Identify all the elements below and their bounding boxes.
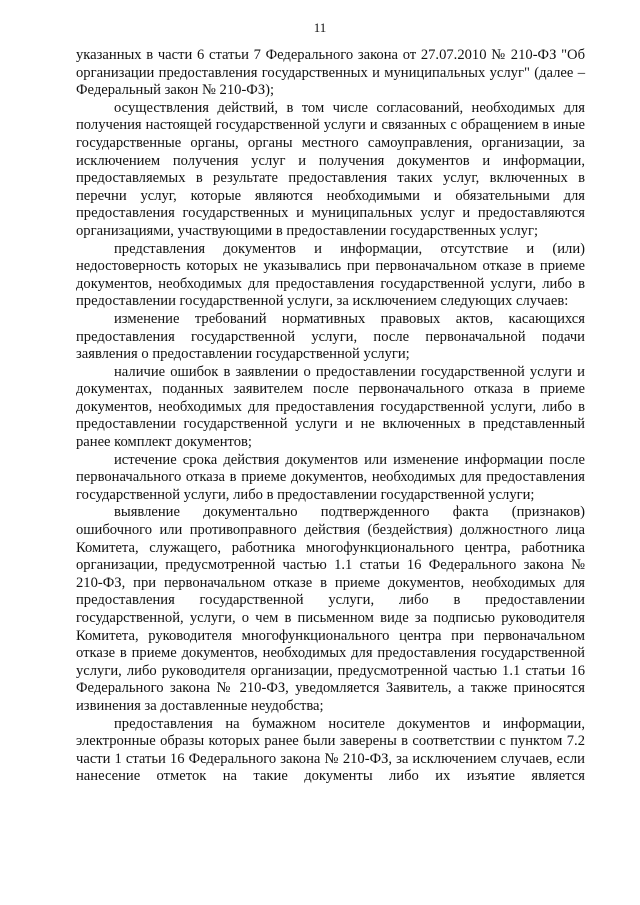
paragraph-federal-law-reference: указанных в части 6 статьи 7 Федерального закона от 27.07.2010 № 210-ФЗ "Об организации предоставления государственных и муниципальных услуг" (далее – Федеральный закон № 210-ФЗ); [76,47,585,99]
paragraph-requirements-change: изменение требований нормативных правовых актов, касающихся предоставления государственной услуги, после первоначальной подачи заявления о предоставлении государственной услуги; [76,310,585,363]
page-number: 11 [313,20,327,35]
document-body [76,47,585,786]
paragraph-application-errors: наличие ошибок в заявлении о предоставлении государственной услуги и документах, поданных заявителем после первоначального отказа в приеме документов, необходимых для предоставления государственной услуги, либо в предоставлении государственной услуги и не включенных в представленный ранее комплект документов; [76,363,585,451]
paragraph-paper-documents: предоставления на бумажном носителе документов и информации, электронные образы которых ранее были заверены в соответствии с пунктом 7.2 части 1 статьи 16 Федерального закона № 210-ФЗ, за исключением случаев, если нанесение отметок на такие документы либо их изъятие является [76,715,585,785]
paragraph-erroneous-action: выявление документально подтвержденного факта (признаков) ошибочного или противоправного действия (бездействия) должностного лица Комитета, служащего, работника многофункционального центра, работника организации, предусмотренной частью 1.1 статьи 16 Федерального закона № 210-ФЗ, при первоначальном отказе в приеме документов, необходимых для предоставления государственной услуги, либо в предоставлении государственной, услуги, о чем в письменном виде за подписью руководителя Комитета, руководителя многофункционального центра при первоначальном отказе в приеме документов, необходимых для предоставления государственной услуги, либо руководителя организации, предусмотренной частью 1.1 статьи 16 Федерального закона № 210-ФЗ, уведомляется Заявитель, а также приносятся извинения за доставленные неудобства; [76,504,585,714]
paragraph-actions-approvals: осуществления действий, в том числе согласований, необходимых для получения настоящей государственной услуги и связанных с обращением в иные государственные органы, органы местного самоуправления, организации, за исключением получения услуг и получения документов и информации, предоставляемых в результате предоставления таких услуг, включенных в перечни услуг, которые являются необходимыми и обязательными для предоставления государственных и муниципальных услуг и предоставляются организациями, участвующими в предоставлении государственных услуг; [76,99,585,239]
paragraph-documents-not-specified: представления документов и информации, отсутствие и (или) недостоверность которых не указывались при первоначальном отказе в приеме документов, необходимых для предоставления государственной услуги, либо в предоставлении государственной услуги, за исключением следующих случаев: [76,240,585,310]
paragraph-document-expiry: истечение срока действия документов или изменение информации после первоначального отказа в приеме документов, необходимых для предоставления государственной услуги, либо в предоставлении государственной услуги; [76,451,585,503]
